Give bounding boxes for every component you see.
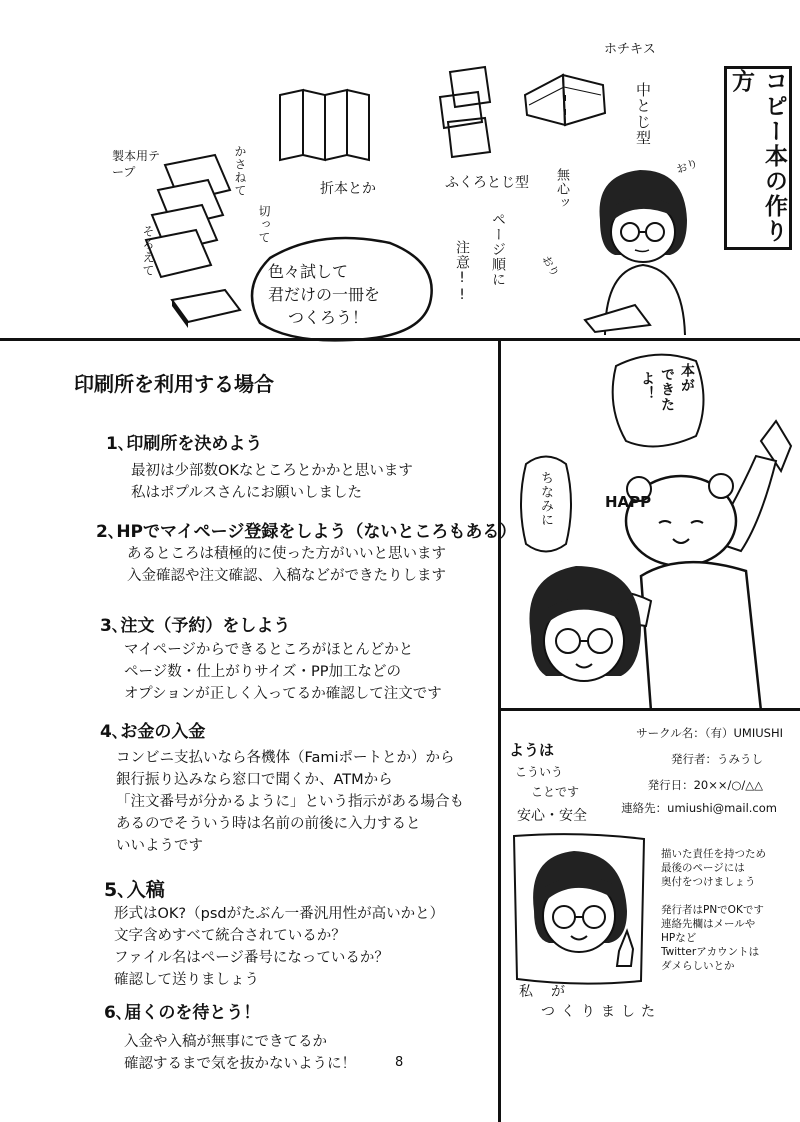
page-number: 8: [395, 1055, 404, 1070]
character-glasses-illustration: [575, 160, 715, 335]
page-title-box: [724, 66, 792, 250]
top-panel: [0, 0, 800, 340]
orihon-illustration: [275, 85, 375, 165]
step-5-heading: 5､入稿: [104, 879, 165, 901]
step-4-heading: 4､お金の入金: [100, 722, 206, 742]
step-4-line-2: 銀行振り込みなら窓口で聞くか、ATMから: [116, 772, 393, 788]
step-6-body: [124, 1031, 356, 1075]
label-happ: HAPP: [605, 493, 652, 511]
label-kitte: 切って: [257, 205, 271, 244]
step-5-line-1: 形式はOK?（psdがたぶん一番汎用性が高いかと）: [114, 906, 445, 922]
note-2-line-3: HPなど: [661, 932, 697, 944]
step-6-line-1: 入金や入稿が無事にできてるか: [124, 1034, 327, 1050]
step-2-line-1: あるところは積極的に使った方がいいと思います: [127, 546, 446, 562]
label-nakatoji: 中とじ型: [634, 82, 652, 146]
label-kasanete: かさねて: [233, 145, 247, 197]
step-2-body: [127, 543, 446, 587]
bubble-done-line-2: できた: [659, 367, 675, 412]
step-1-heading: 1､印刷所を決めよう: [106, 434, 263, 454]
fukurotoji-illustration: [430, 62, 510, 162]
step-4-body: [116, 747, 464, 857]
label-ori-1: おり: [674, 156, 700, 177]
right-top-panel: [501, 341, 800, 708]
bubble-line-3: つくろう！: [288, 308, 369, 327]
portrait-frame: [509, 831, 649, 991]
colophon-hand-line-3: ことです: [531, 785, 580, 799]
bubble-done-line-1: 本が: [679, 363, 695, 393]
label-seihon-tape: [112, 148, 160, 180]
step-2-heading: 2､HPでマイページ登録をしよう（ないところもある）: [96, 522, 517, 542]
speech-bubble-text: [268, 260, 448, 329]
step-5-line-3: ファイル名はページ番号になっているか？: [114, 950, 389, 966]
label-page-order: ページ順に: [490, 212, 506, 287]
label-caution: 注意!!: [454, 240, 470, 304]
step-3-body: [124, 639, 442, 705]
note-2-line-2: 連絡先欄はメールや: [661, 918, 756, 930]
note-2-line-5: ダメらしいとか: [661, 960, 735, 972]
note-1-line-2: 最後のページには: [661, 862, 745, 874]
label-mugon: 無心ッ: [554, 168, 569, 210]
step-3-line-1: マイページからできるところがほとんどかと: [124, 642, 414, 658]
step-6-line-2: 確認するまで気を抜かないように！: [124, 1056, 356, 1072]
colophon-hand-line-4: 安心・安全: [517, 808, 587, 824]
watashi-ga-line-2: つくりました: [541, 1004, 661, 1020]
issue-date: 発行日：20××/○/△△: [647, 778, 763, 792]
left-panel: [0, 341, 517, 1122]
step-5-line-2: 文字含めすべて統合されているか？: [114, 928, 346, 944]
colophon-note-2: [661, 903, 764, 973]
step-3-line-2: ページ数・仕上がりサイズ・PP加工などの: [124, 664, 402, 680]
contact: 連絡先：umiushi@mail.com: [621, 801, 777, 815]
step-6-heading: 6､届くのを待とう！: [104, 1003, 261, 1023]
label-orihon: 折本とか: [320, 181, 376, 197]
step-4-line-3: 「注文番号が分かるように」という指示がある場合も: [116, 794, 464, 810]
watashi-ga-line-1: 私が: [519, 984, 583, 1000]
step-1-body: [131, 460, 413, 504]
label-fukurotoji: ふくろとじ型: [445, 175, 529, 191]
step-3-heading: 3､注文（予約）をしよう: [100, 616, 291, 636]
label-soroete: そろえて: [141, 225, 155, 277]
note-2-line-4: Twitterアカウントは: [661, 946, 760, 958]
colophon-note-1: [661, 847, 766, 889]
note-1-line-1: 描いた責任を持つため: [661, 848, 766, 860]
bubble-done-line-3: よ！: [639, 371, 655, 401]
label-seihon-tape-text: 製本用テープ: [112, 149, 161, 179]
bubble-line-2: 君だけの一冊を: [268, 285, 381, 304]
bubble-chinamini-text: ちなみに: [538, 471, 553, 527]
step-4-line-4: あるのでそういう時は名前の前後に入力すると: [116, 816, 421, 832]
girl-glasses-illustration: [516, 556, 656, 708]
nakatoji-book-illustration: [515, 55, 615, 135]
colophon-hand-line-1: ようは: [509, 741, 555, 759]
step-3-line-3: オプションが正しく入ってるか確認して注文です: [124, 686, 442, 702]
circle-name: サークル名：（有）UMIUSHI: [636, 726, 783, 740]
step-1-line-1: 最初は少部数OKなところとかかと思います: [131, 463, 413, 479]
step-5-line-4: 確認して送りましょう: [114, 972, 259, 988]
step-4-line-1: コンビニ支払いなら各機体（Famiポートとか）から: [116, 750, 455, 766]
step-4-line-5: いいようです: [116, 838, 203, 854]
note-2-line-1: 発行者はPNでOKです: [661, 904, 764, 916]
colophon-panel: [501, 711, 800, 1122]
section-title: 印刷所を利用する場合: [74, 372, 274, 396]
label-hotchkiss: ホチキス: [604, 42, 656, 57]
colophon-hand-line-2: こういう: [515, 765, 564, 779]
bubble-line-1: 色々試して: [268, 262, 349, 281]
step-1-line-2: 私はポプルスさんにお願いしました: [131, 485, 362, 501]
label-ori-2: おり: [539, 253, 562, 280]
publisher: 発行者：うみうし: [671, 752, 763, 766]
note-1-line-3: 奥付をつけましょう: [661, 876, 756, 888]
page-title: コピー本の作り方: [728, 69, 787, 244]
step-5-body: [114, 903, 444, 991]
step-2-line-2: 入金確認や注文確認、入稿などができたりします: [127, 568, 446, 584]
